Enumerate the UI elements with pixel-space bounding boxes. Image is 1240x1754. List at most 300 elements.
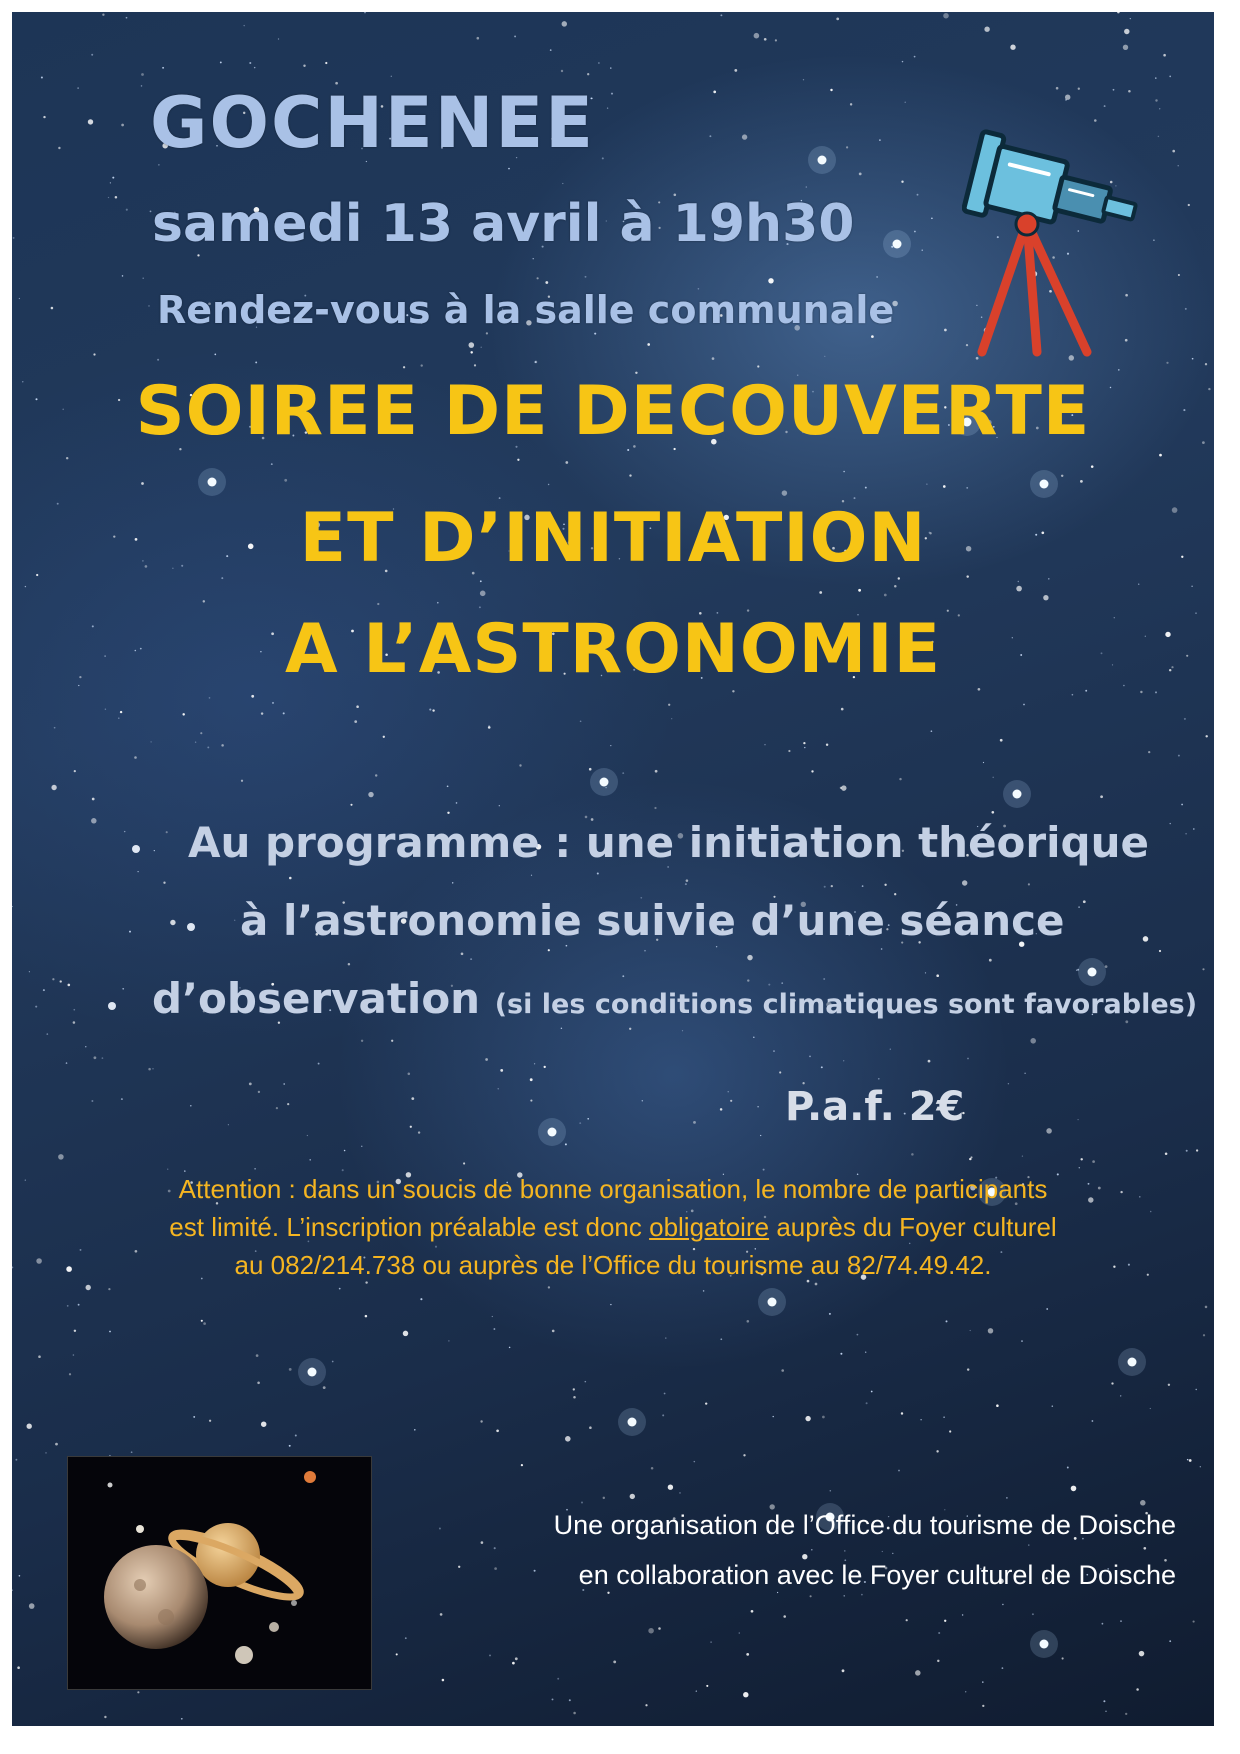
- star: [474, 364, 476, 366]
- star: [354, 720, 357, 723]
- star: [102, 14, 104, 16]
- star: [60, 980, 62, 982]
- star: [118, 718, 119, 719]
- star: [456, 802, 458, 804]
- star: [920, 1419, 921, 1420]
- star: [1104, 105, 1106, 107]
- star: [710, 1641, 712, 1643]
- star: [1018, 581, 1019, 582]
- star: [234, 920, 235, 921]
- star: [840, 787, 842, 789]
- star: [982, 1681, 983, 1682]
- star: [25, 586, 26, 587]
- star: [272, 702, 274, 704]
- star: [937, 1660, 939, 1662]
- star: [728, 1091, 729, 1092]
- star: [1046, 1128, 1052, 1134]
- star: [58, 147, 60, 149]
- star: [276, 1107, 278, 1109]
- star: [530, 1078, 533, 1081]
- star: [500, 1069, 503, 1072]
- star: [573, 1396, 576, 1399]
- star: [693, 1121, 696, 1124]
- star: [585, 276, 587, 278]
- star: [712, 357, 715, 360]
- star: [931, 730, 933, 732]
- star: [655, 770, 658, 773]
- star: [557, 1678, 559, 1680]
- star: [256, 1354, 259, 1357]
- star: [686, 879, 689, 882]
- star: [1052, 1405, 1054, 1407]
- star: [309, 1159, 310, 1160]
- star: [970, 1156, 972, 1158]
- star: [166, 831, 168, 833]
- star: [859, 173, 862, 176]
- star: [271, 463, 273, 465]
- star: [1148, 751, 1150, 753]
- star: [1139, 1651, 1145, 1657]
- star: [788, 750, 790, 752]
- program-line-3-main: d’observation: [152, 974, 481, 1023]
- star: [152, 1068, 153, 1069]
- star: [713, 91, 716, 94]
- star: [562, 21, 567, 26]
- star: [1205, 735, 1207, 737]
- star: [448, 1340, 449, 1341]
- star: [550, 49, 552, 51]
- star: [598, 62, 600, 64]
- village-name: GOCHENEE: [150, 82, 595, 164]
- star: [364, 12, 366, 13]
- star: [1002, 1604, 1003, 1605]
- star: [488, 726, 491, 729]
- star: [517, 459, 519, 461]
- star: [967, 1368, 969, 1370]
- star: [498, 1088, 499, 1089]
- star: [182, 713, 184, 715]
- star: [890, 1049, 891, 1050]
- star: [499, 805, 500, 806]
- star: [544, 1066, 546, 1068]
- star: [480, 591, 486, 597]
- star: [770, 1504, 775, 1509]
- notice-obligatoire: obligatoire: [649, 1212, 770, 1242]
- star: [181, 1718, 183, 1720]
- star: [91, 54, 93, 56]
- star: [163, 882, 165, 884]
- star: [108, 1288, 110, 1290]
- star: [865, 1352, 866, 1353]
- star: [121, 1098, 123, 1100]
- star: [243, 25, 244, 26]
- planets-icon: [68, 1457, 371, 1689]
- bright-star: [600, 778, 609, 787]
- star: [85, 1046, 86, 1047]
- star: [1120, 1395, 1121, 1396]
- star: [773, 1050, 774, 1051]
- star: [126, 17, 128, 19]
- star: [811, 770, 813, 772]
- star: [607, 107, 608, 108]
- star: [421, 364, 423, 366]
- star: [1202, 968, 1204, 970]
- star: [858, 589, 861, 592]
- star: [1170, 823, 1171, 824]
- star: [879, 139, 881, 141]
- notice-line-2-start: est limité. L’inscription préalable est donc: [169, 1212, 650, 1242]
- star: [1159, 108, 1160, 109]
- star: [589, 1426, 592, 1429]
- star: [93, 353, 95, 355]
- star: [414, 1429, 416, 1431]
- star: [29, 971, 30, 972]
- star: [442, 1679, 445, 1682]
- star: [580, 720, 582, 722]
- star: [515, 1657, 518, 1660]
- star: [822, 1416, 825, 1419]
- star: [629, 474, 631, 476]
- star: [803, 79, 804, 80]
- star: [348, 963, 350, 965]
- star: [519, 764, 521, 766]
- organisation-line-2: en collaboration avec le Foyer culturel de Doische: [578, 1560, 1176, 1590]
- star: [763, 1169, 765, 1171]
- star: [137, 1691, 139, 1693]
- star: [1006, 1497, 1008, 1499]
- star: [966, 487, 968, 489]
- star: [685, 883, 687, 885]
- star: [861, 1594, 863, 1596]
- star: [694, 1461, 695, 1462]
- star: [512, 1662, 515, 1665]
- star: [1128, 90, 1131, 93]
- star: [521, 1464, 523, 1466]
- star: [344, 1150, 346, 1152]
- star: [548, 484, 549, 485]
- star: [255, 361, 257, 363]
- star: [365, 1281, 367, 1283]
- star: [1046, 1308, 1048, 1310]
- star: [167, 1169, 168, 1170]
- title-line-3: A L’ASTRONOMIE: [284, 610, 942, 689]
- star: [991, 811, 994, 814]
- star: [1178, 755, 1180, 757]
- star: [214, 354, 216, 356]
- star: [658, 1627, 661, 1630]
- star: [295, 1434, 297, 1436]
- star: [154, 850, 155, 851]
- star: [1138, 584, 1139, 585]
- star: [461, 952, 464, 955]
- star: [74, 770, 76, 772]
- star: [892, 1553, 893, 1554]
- star: [508, 168, 510, 170]
- star: [1113, 89, 1115, 91]
- star: [709, 135, 711, 137]
- star: [342, 1169, 344, 1171]
- star: [207, 746, 209, 748]
- star: [1102, 1623, 1104, 1625]
- star: [1165, 1153, 1168, 1156]
- star: [1140, 691, 1142, 693]
- star: [534, 1063, 535, 1064]
- star: [747, 1320, 750, 1323]
- star: [565, 461, 568, 464]
- star: [1124, 29, 1129, 34]
- star: [157, 359, 159, 361]
- star: [644, 950, 646, 952]
- title-line-2: ET D’INITIATION: [299, 499, 927, 578]
- bright-star: [208, 478, 217, 487]
- star: [753, 1036, 755, 1038]
- star: [228, 1124, 229, 1125]
- star: [996, 1404, 999, 1407]
- star: [12, 1589, 13, 1591]
- star: [12, 906, 13, 907]
- star: [1028, 1544, 1029, 1545]
- star: [1189, 1459, 1192, 1462]
- star: [530, 1100, 532, 1102]
- star: [773, 1416, 774, 1417]
- star: [481, 347, 482, 348]
- star: [43, 989, 45, 991]
- star: [905, 102, 906, 103]
- star: [720, 1108, 723, 1111]
- star: [1123, 45, 1128, 50]
- star: [41, 76, 43, 78]
- star: [121, 124, 124, 127]
- program-line-3-note: (si les conditions climatiques sont favorables): [494, 989, 1198, 1020]
- star: [122, 275, 124, 277]
- star: [777, 1592, 778, 1593]
- star: [747, 955, 752, 960]
- star: [303, 65, 305, 67]
- star: [73, 1021, 76, 1024]
- star: [1067, 1467, 1069, 1469]
- star: [943, 1416, 945, 1418]
- star: [221, 744, 224, 747]
- notice-line-3: au 082/214.738 ou auprès de l’Office du tourisme au 82/74.49.42.: [234, 1250, 992, 1280]
- star: [970, 1330, 971, 1331]
- star: [743, 1454, 745, 1456]
- star: [254, 1168, 256, 1170]
- star: [696, 1690, 697, 1691]
- star: [396, 1653, 398, 1655]
- star: [1181, 804, 1183, 806]
- star: [1002, 1667, 1004, 1669]
- star: [898, 1470, 900, 1472]
- star: [1143, 1547, 1146, 1550]
- star: [437, 602, 439, 604]
- star: [131, 1451, 133, 1453]
- star: [375, 774, 377, 776]
- notice-line-1: Attention : dans un soucis de bonne organisation, le nombre de participants: [178, 1174, 1048, 1204]
- title-line-1: SOIREE DE DECOUVERTE: [135, 372, 1091, 451]
- star: [805, 1416, 810, 1421]
- star: [936, 1450, 938, 1452]
- star: [871, 335, 874, 338]
- star: [648, 1628, 654, 1634]
- star: [844, 1595, 845, 1596]
- star: [581, 1501, 583, 1503]
- star: [158, 164, 159, 165]
- star: [926, 483, 927, 484]
- star: [803, 742, 805, 744]
- star: [548, 1286, 550, 1288]
- star: [1130, 18, 1131, 19]
- star: [642, 1100, 643, 1101]
- star: [1163, 54, 1166, 57]
- bright-star: [893, 240, 902, 249]
- star: [1155, 99, 1157, 101]
- star: [815, 1283, 818, 1286]
- star: [122, 988, 124, 990]
- star: [962, 1614, 963, 1615]
- star: [1192, 358, 1194, 360]
- star: [489, 1654, 491, 1656]
- bright-star: [1128, 1358, 1137, 1367]
- star: [548, 949, 550, 951]
- star: [494, 1547, 496, 1549]
- star: [92, 798, 95, 801]
- star: [610, 67, 611, 68]
- star: [1022, 1155, 1023, 1156]
- star: [613, 1661, 616, 1664]
- event-venue: Rendez-vous à la salle communale: [157, 288, 895, 332]
- star: [94, 1056, 97, 1059]
- star: [810, 1595, 812, 1597]
- star: [1092, 1420, 1094, 1422]
- star: [284, 479, 287, 482]
- star: [261, 1421, 266, 1426]
- star: [1168, 1384, 1170, 1386]
- star: [1203, 1334, 1205, 1336]
- star: [86, 1285, 91, 1290]
- star: [1092, 1160, 1095, 1163]
- star: [129, 931, 131, 933]
- star: [826, 743, 828, 745]
- star: [463, 1162, 465, 1164]
- star: [757, 1106, 758, 1107]
- star: [775, 39, 777, 41]
- program-line-2: à l’astronomie suivie d’une séance: [240, 896, 1065, 945]
- star: [1078, 906, 1080, 908]
- star: [77, 87, 78, 88]
- star: [764, 744, 766, 746]
- star: [533, 258, 534, 259]
- star: [289, 877, 292, 880]
- star: [66, 1062, 68, 1064]
- star: [1136, 1688, 1139, 1691]
- star: [66, 457, 68, 459]
- bright-star: [1040, 1640, 1049, 1649]
- star: [492, 1316, 493, 1317]
- star: [561, 70, 563, 72]
- star: [141, 73, 144, 76]
- star: [257, 1382, 260, 1385]
- star: [494, 1567, 497, 1570]
- star: [862, 885, 864, 887]
- star: [368, 792, 373, 797]
- star: [1091, 465, 1094, 468]
- star: [682, 1030, 683, 1031]
- star: [962, 880, 967, 885]
- star: [350, 804, 352, 806]
- star: [882, 1551, 883, 1552]
- star: [562, 183, 563, 184]
- star: [29, 1603, 35, 1609]
- star: [871, 1391, 873, 1393]
- star: [509, 1347, 511, 1349]
- star: [645, 1704, 647, 1706]
- star: [54, 727, 56, 729]
- star: [630, 1494, 635, 1499]
- star: [480, 1420, 482, 1422]
- star: [884, 884, 886, 886]
- star: [73, 1354, 75, 1356]
- star: [283, 1083, 285, 1085]
- star: [1078, 88, 1080, 90]
- star: [383, 736, 385, 738]
- star: [843, 471, 845, 473]
- star: [447, 785, 449, 787]
- star: [915, 1670, 921, 1676]
- star: [134, 756, 137, 759]
- star: [1140, 1500, 1146, 1506]
- star: [850, 103, 852, 105]
- star: [830, 1490, 832, 1492]
- star: [278, 38, 279, 39]
- star: [1010, 45, 1015, 50]
- star: [561, 1028, 562, 1029]
- star: [110, 182, 111, 183]
- star: [74, 1330, 76, 1332]
- star: [706, 1685, 708, 1687]
- star: [1085, 690, 1087, 692]
- star: [332, 1361, 334, 1363]
- star: [1193, 828, 1195, 830]
- star: [19, 298, 20, 299]
- star: [46, 1033, 48, 1035]
- star: [1062, 1657, 1064, 1659]
- star: [440, 1613, 443, 1616]
- star: [1032, 1613, 1034, 1615]
- star: [573, 1712, 576, 1715]
- star: [1065, 94, 1070, 99]
- star: [846, 146, 848, 148]
- star: [67, 1305, 69, 1307]
- star: [779, 1071, 781, 1073]
- star: [545, 281, 548, 284]
- star: [170, 920, 175, 925]
- star: [730, 1100, 732, 1102]
- star: [782, 490, 787, 495]
- star: [195, 742, 196, 743]
- star: [432, 709, 434, 711]
- star: [38, 1355, 41, 1358]
- star: [1159, 454, 1162, 457]
- star: [746, 1653, 749, 1656]
- star: [1076, 969, 1077, 970]
- star: [754, 33, 760, 39]
- star: [289, 1445, 291, 1447]
- star: [420, 1298, 422, 1300]
- star: [318, 1063, 320, 1065]
- star: [1143, 936, 1149, 942]
- star: [843, 1060, 844, 1061]
- star: [410, 1126, 412, 1128]
